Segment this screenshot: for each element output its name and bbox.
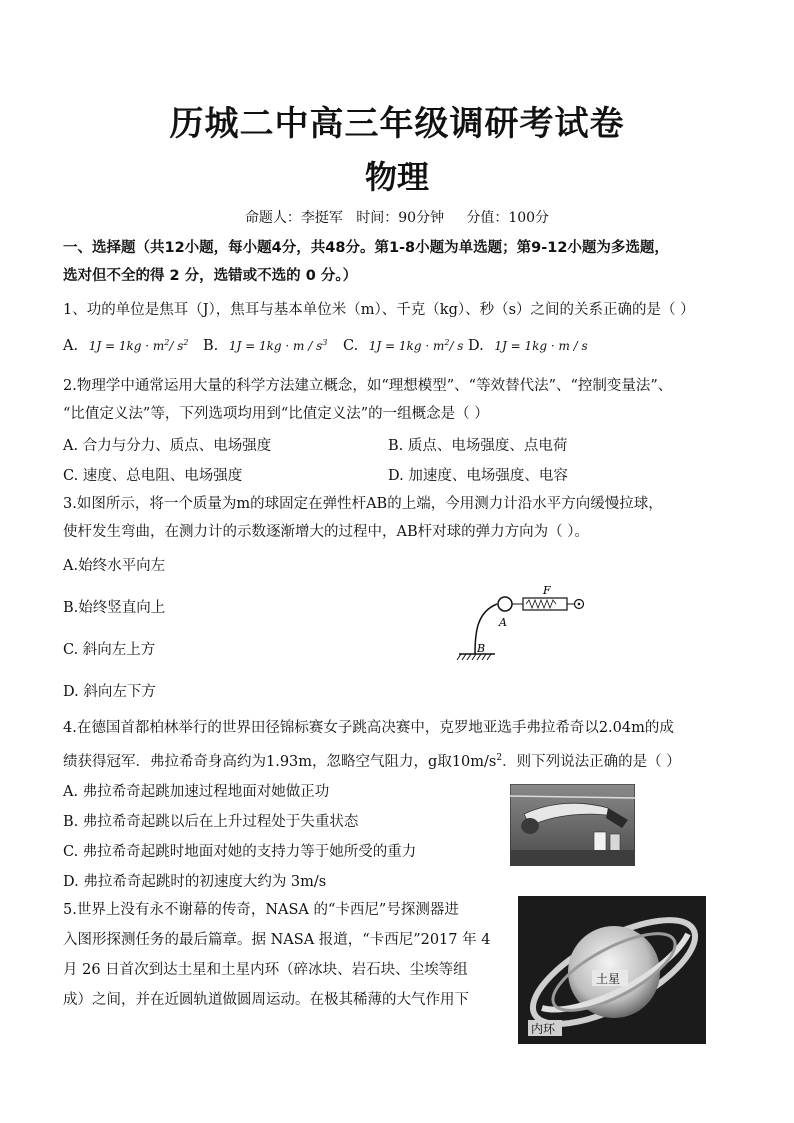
label-saturn: 土星 bbox=[596, 972, 621, 986]
q3-option-a: A.始终水平向左 bbox=[63, 558, 166, 574]
q3-option-c: C. 斜向左上方 bbox=[63, 642, 156, 658]
q2-option-d: D. 加速度、电场强度、电容 bbox=[388, 468, 568, 484]
q4-option-c: C. 弗拉希奇起跳时地面对她的支持力等于她所受的重力 bbox=[63, 844, 417, 860]
q4-stem-line1: 4.在德国首都柏林举行的世界田径锦标赛女子跳高决赛中，克罗地亚选手弗拉希奇以2.04m的成 bbox=[63, 720, 674, 736]
q1-stem: 1、功的单位是焦耳（J），焦耳与基本单位米（m）、千克（kg）、秒（s）之间的关系正确的是（ ） bbox=[63, 302, 695, 318]
label-b: B bbox=[477, 642, 486, 655]
label-inner-ring: 内环 bbox=[531, 1022, 556, 1036]
label-f: F bbox=[543, 584, 551, 597]
q3-stem-line2: 使杆发生弯曲，在测力计的示数逐渐增大的过程中，AB杆对球的弹力方向为（ ）。 bbox=[63, 524, 589, 540]
section-heading-line2: 选对但不全的得 2 分，选错或不选的 0 分。） bbox=[63, 268, 358, 284]
section-heading-line1: 一、选择题（共12小题，每小题4分，共48分。第1-8小题为单选题；第9-12小题为多选题， bbox=[63, 240, 669, 256]
q4-option-a: A. 弗拉希奇起跳加速过程地面对她做正功 bbox=[63, 784, 330, 800]
q3-option-d: D. 斜向左下方 bbox=[63, 684, 156, 700]
subject-title: 物理 bbox=[364, 158, 429, 196]
q5-stem-line2: 入图形探测任务的最后篇章。据 NASA 报道，“卡西尼”2017 年 4 bbox=[63, 932, 491, 948]
q5-stem-line1: 5.世界上没有永不谢幕的传奇，NASA 的“卡西尼”号探测器进 bbox=[63, 902, 459, 918]
q1-option-b: B. $1J = 1kg \cdot m / s^3$ bbox=[203, 338, 328, 354]
exam-meta: 命题人：李挺军 时间：90分钟 分值：100分 bbox=[244, 210, 550, 226]
q3-stem-line1: 3.如图所示，将一个质量为m的球固定在弹性杆AB的上端，今用测力计沿水平方向缓慢拉球， bbox=[63, 496, 663, 512]
q5-stem-line3: 月 26 日首次到达土星和土星内环（碎冰块、岩石块、尘埃等组 bbox=[63, 962, 468, 978]
q2-option-b: B. 质点、电场强度、点电荷 bbox=[388, 438, 568, 454]
q5-stem-line4: 成）之间，并在近圆轨道做圆周运动。在极其稀薄的大气作用下 bbox=[63, 992, 469, 1008]
q2-stem-line2: “比值定义法”等，下列选项均用到“比值定义法”的一组概念是（ ） bbox=[63, 406, 489, 422]
q3-rod-figure bbox=[455, 582, 595, 667]
q2-option-a: A. 合力与分力、质点、电场强度 bbox=[63, 438, 272, 454]
q2-option-c: C. 速度、总电阻、电场强度 bbox=[63, 468, 243, 484]
exam-title: 历城二中高三年级调研考试卷 bbox=[169, 104, 625, 144]
q1-option-c: C. $1J = 1kg \cdot m^2/$ s bbox=[343, 338, 464, 354]
label-a: A bbox=[499, 616, 507, 629]
q3-option-b: B.始终竖直向上 bbox=[63, 600, 166, 616]
high-jump-photo bbox=[510, 784, 635, 866]
q1-option-a: A. $1J = 1kg \cdot m^2/$ $s^2$ bbox=[63, 338, 189, 354]
q4-option-b: B. 弗拉希奇起跳以后在上升过程处于失重状态 bbox=[63, 814, 359, 830]
q2-stem-line1: 2.物理学中通常运用大量的科学方法建立概念，如“理想模型”、“等效替代法”、“控制变量法”、 bbox=[63, 378, 673, 394]
q4-stem-line2: 绩获得冠军．弗拉希奇身高约为1.93m，忽略空气阻力，g取$10m/s^2$．则下列说法正确的是（ ） bbox=[63, 753, 681, 770]
saturn-figure bbox=[518, 896, 706, 1044]
q1-option-d: D. 1J = 1kg · m / s bbox=[468, 338, 588, 354]
q4-option-d: D. 弗拉希奇起跳时的初速度大约为 3m/s bbox=[63, 874, 327, 890]
